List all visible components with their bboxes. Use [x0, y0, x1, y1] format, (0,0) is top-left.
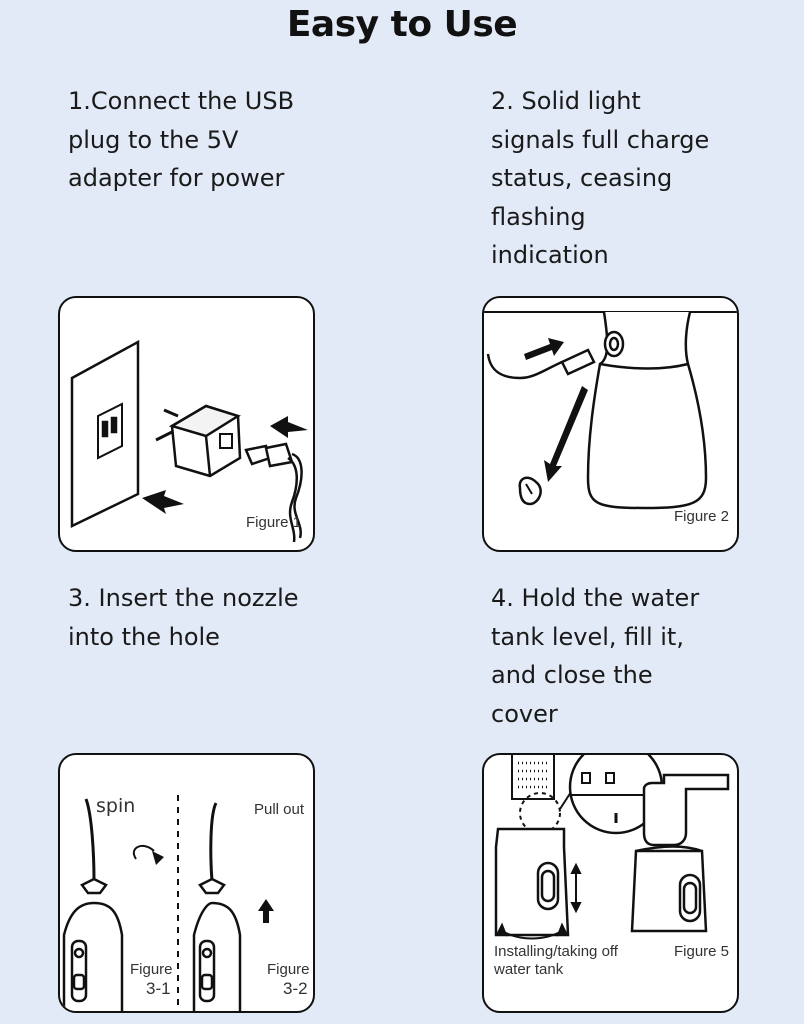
figure-2-caption: Figure 2 — [674, 508, 730, 525]
figure-1-caption: Figure 1 — [246, 514, 302, 531]
page-title: Easy to Use — [286, 4, 518, 45]
usb-adapter-icon — [156, 406, 240, 476]
figure-3-panel — [58, 753, 315, 1013]
step-4-text: 4. Hold the water tank level, fill it, and close the cover — [491, 584, 700, 728]
water-flosser-icon — [194, 803, 240, 1013]
step-3-text: 3. Insert the nozzle into the hole — [68, 584, 299, 651]
water-flosser-icon — [512, 755, 662, 833]
figure-3-spin-label: spin — [96, 795, 136, 817]
figure-1-panel — [58, 296, 315, 552]
arrow-icon — [544, 386, 588, 482]
figure-3-1-caption-line2: 3-1 — [146, 979, 171, 998]
step-2-text: 2. Solid light signals full charge status, ceasing flashing indication — [491, 87, 710, 269]
arrow-icon — [134, 846, 154, 859]
arrow-icon — [142, 490, 184, 514]
figure-3-2-caption-line1: Figure — [267, 961, 310, 978]
figure-4-panel — [482, 753, 739, 1013]
arrow-icon — [524, 338, 564, 360]
figure-3-1-caption-line1: Figure — [130, 961, 173, 978]
step-1-text: 1.Connect the USB plug to the 5V adapter for power — [68, 87, 295, 192]
arrow-icon — [270, 416, 308, 438]
wall-outlet-icon — [72, 342, 138, 526]
figure-4-caption-line1: Installing/taking off — [494, 943, 618, 960]
figure-4-caption: Figure 5 — [674, 943, 730, 960]
figure-4-caption-line2: water tank — [494, 961, 564, 978]
figure-3-pull-out-label: Pull out — [254, 801, 305, 818]
water-flosser-icon — [64, 799, 122, 1013]
water-flosser-icon — [588, 312, 706, 508]
figure-3-2-caption-line2: 3-2 — [283, 979, 308, 998]
arrow-icon — [258, 899, 274, 923]
figure-2-panel — [482, 296, 739, 552]
water-flosser-icon — [632, 775, 728, 931]
arrow-icon — [152, 851, 164, 865]
nozzle-icon — [520, 478, 541, 504]
water-tank-icon — [496, 829, 568, 935]
